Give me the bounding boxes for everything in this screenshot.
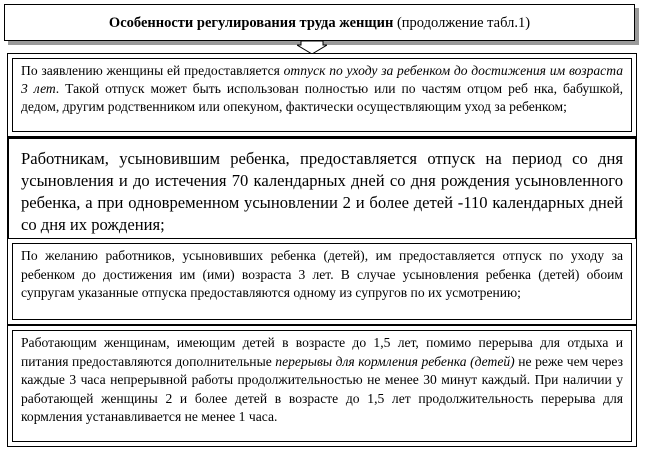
- block2-text: Работникам, усыновившим ребенка, предоставляется отпуск на период со дня усыновления и до истечения 70 календарных дней со дня рождения усыновленного ребенка, а при одновременном усыновлении 2 и более детей -110 календарных дней со дня их рождения;: [21, 149, 623, 234]
- block-feeding-breaks: [7, 325, 637, 447]
- block-adoption-childcare: [7, 238, 637, 325]
- block-parental-leave: [7, 53, 637, 137]
- block-adoption-leave-text: [13, 143, 631, 234]
- block3-text: По желанию работников, усыновивших ребенка (детей), им предоставляется отпуск по уходу за ребенком до достижения им (ими) возраста 3 лет. В случае усыновления ребенка (детей) обоим супругам указанные отпуска предоставляются одному из супругов по их усмотрению;: [21, 248, 623, 300]
- block1-text-b: . Такой отпуск может быть использован полностью или по частям отцом реб нка, бабушкой, дедом, другим родственником или опекуном, фактически осуществляющим уход за ребенком;: [21, 81, 623, 114]
- block4-text-b: не реже чем через каждые 3 часа непрерывной работы продолжительностью не менее 30 минут каждый. При наличии у работающей женщины 2 и более детей в возрасте до 1,5 лет продолжительность перерыва для кормления устанавливается не менее 1 часа.: [21, 353, 623, 425]
- block-adoption-childcare-text: [12, 243, 632, 320]
- block1-text-a: По заявлению женщины ей предоставляется: [21, 63, 284, 78]
- block-feeding-breaks-text: [12, 330, 632, 442]
- title-suffix: (продолжение табл.1): [393, 15, 531, 31]
- block1-emphasis: отпуск по уходу за ребенком до достижения им возраста 3 лет: [21, 63, 623, 96]
- title-bold: Особенности регулирования труда женщин: [108, 15, 394, 31]
- block4-emphasis: перерывы для кормления ребенка (детей): [275, 353, 515, 369]
- block4-text-a: Работающим женщинам, имеющим детей в возрасте до 1,5 лет, помимо перерыва для отдыха и питания предоставляются дополнительные: [21, 335, 623, 369]
- table-title: [4, 4, 635, 41]
- block-parental-leave-text: [12, 58, 632, 132]
- block-adoption-leave: [7, 137, 637, 240]
